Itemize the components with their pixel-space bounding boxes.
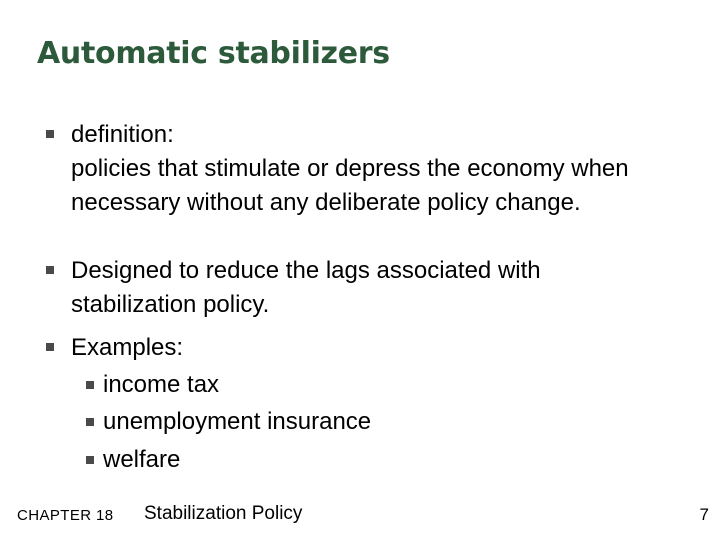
footer-chapter: CHAPTER 18	[17, 507, 114, 524]
bullet-examples	[71, 331, 671, 365]
sub-bullet-income-tax	[103, 368, 603, 402]
sub-bullet-text: unemployment insurance	[103, 408, 372, 435]
sub-bullet-welfare	[103, 443, 603, 477]
sub-bullet-text: income tax	[103, 371, 220, 398]
bullet-text: Examples:	[71, 334, 184, 361]
square-bullet-icon	[86, 381, 94, 389]
page-number: 7	[699, 505, 709, 524]
slide-title: Automatic stabilizers	[37, 36, 390, 71]
footer-topic: Stabilization Policy	[144, 503, 303, 524]
bullet-definition	[71, 118, 671, 220]
square-bullet-icon	[86, 456, 94, 464]
square-bullet-icon	[86, 418, 94, 426]
square-bullet-icon	[46, 266, 54, 274]
sub-bullet-unemployment-insurance	[103, 405, 603, 439]
bullet-text: Designed to reduce the lags associated with stabilization policy.	[71, 257, 541, 318]
sub-bullet-text: welfare	[103, 446, 181, 473]
bullet-purpose	[71, 254, 671, 322]
square-bullet-icon	[46, 343, 54, 351]
bullet-text: definition: policies that stimulate or depress the economy when necessary without any deliberate policy change.	[71, 121, 629, 216]
square-bullet-icon	[46, 130, 54, 138]
